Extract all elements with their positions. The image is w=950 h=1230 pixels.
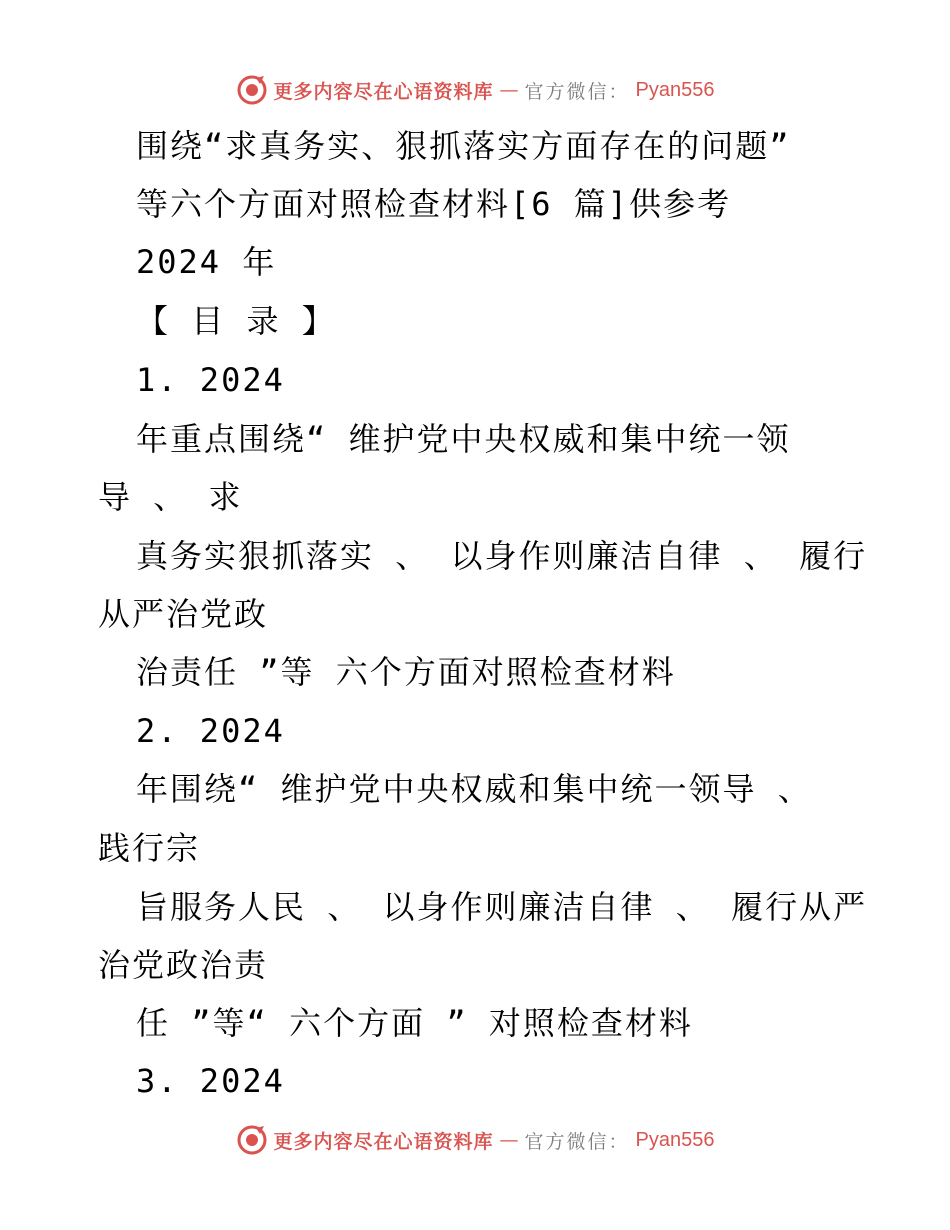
toc-item-3-number: 3. 2024 — [136, 1062, 285, 1100]
watermark-handle: Pyan556 — [635, 1128, 715, 1151]
toc-item-1-line-2: 导 、 求 — [98, 478, 243, 516]
watermark-official-label: 官方微信： — [524, 80, 630, 103]
title-line-2: 等六个方面对照检查材料[6 篇]供参考 — [136, 185, 732, 223]
toc-item-1-line-1: 年重点围绕“ 维护党中央权威和集中统一领 — [136, 420, 791, 458]
title-line-1: 围绕“求真务实、狠抓落实方面存在的问题” — [136, 127, 791, 165]
footer-watermark — [0, 1120, 950, 1160]
toc-item-2-number: 2. 2024 — [136, 712, 285, 750]
toc-item-1-line-5: 治责任 ”等 六个方面对照检查材料 — [136, 653, 676, 691]
watermark-handle: Pyan556 — [635, 78, 715, 101]
toc-item-2-line-1: 年围绕“ 维护党中央权威和集中统一领导 、 — [136, 770, 812, 808]
toc-item-2-line-4: 治党政治责 — [98, 946, 269, 984]
pen-logo-icon — [236, 1124, 268, 1156]
watermark-site-text: 更多内容尽在心语资料库 — [273, 1130, 494, 1153]
watermark-separator: — — [499, 79, 519, 101]
title-line-3: 2024 年 — [136, 243, 277, 281]
toc-item-1-number: 1. 2024 — [136, 361, 285, 399]
watermark-separator: — — [499, 1129, 519, 1151]
watermark-official-label: 官方微信： — [524, 1130, 630, 1153]
toc-item-2-line-5: 任 ”等“ 六个方面 ” 对照检查材料 — [136, 1004, 693, 1042]
toc-item-1-line-3: 真务实狠抓落实 、 以身作则廉洁自律 、 履行 — [136, 537, 868, 575]
toc-item-2-line-3: 旨服务人民 、 以身作则廉洁自律 、 履行从严 — [136, 888, 868, 926]
pen-logo-icon — [236, 74, 268, 106]
toc-heading: 【 目 录 】 — [136, 302, 336, 340]
watermark-site-text: 更多内容尽在心语资料库 — [273, 80, 494, 103]
header-watermark — [0, 70, 950, 110]
toc-item-1-line-4: 从严治党政 — [98, 595, 269, 633]
toc-item-2-line-2: 践行宗 — [98, 829, 201, 867]
